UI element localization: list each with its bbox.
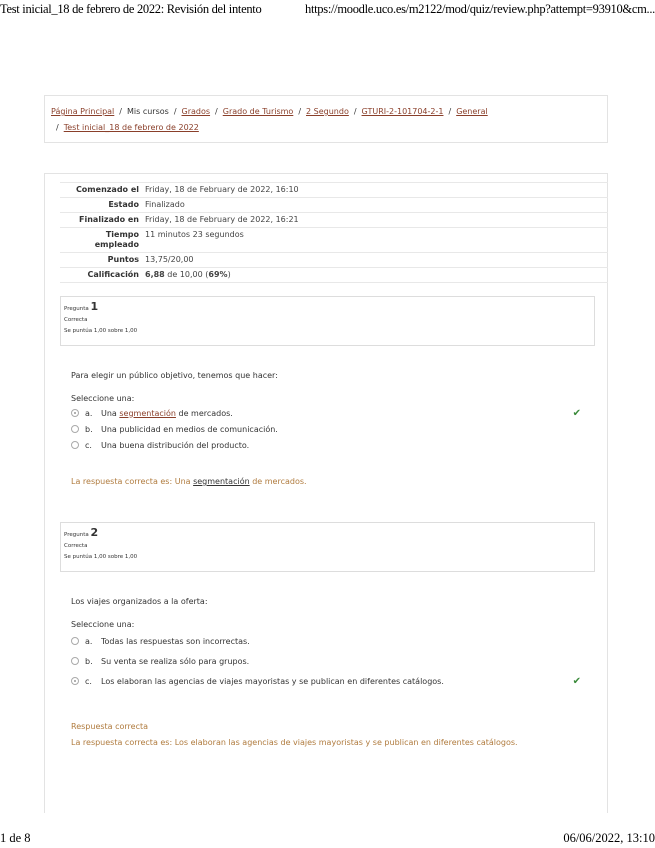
question-info-2 xyxy=(60,522,595,572)
option-a[interactable] xyxy=(71,631,591,651)
option-letter: c. xyxy=(85,440,92,450)
option-letter: a. xyxy=(85,636,93,646)
question-number: 2 xyxy=(90,526,99,539)
radio[interactable] xyxy=(71,657,79,665)
check-icon: ✔ xyxy=(572,407,581,419)
option-text: Los elaboran las agencias de viajes mayoristas y se publican en diferentes catálogos. xyxy=(101,676,444,686)
question-state: Correcta xyxy=(64,317,88,323)
page-url: https://moodle.uco.es/m2122/mod/quiz/review.php?attempt=93910&cm... xyxy=(305,2,655,16)
option-text: Una buena distribución del producto. xyxy=(101,440,250,450)
breadcrumb: Página Principal / Mis cursos / Grados / Grado de Turismo / 2 Segundo / GTURI-2-101704-2-1 / General / Test inicial_18 de febrero de 2022 xyxy=(44,95,608,143)
attempt-summary xyxy=(60,182,608,283)
summary-row xyxy=(60,252,608,267)
radio-selected[interactable] xyxy=(71,409,79,417)
option-text: Todas las respuestas son incorrectas. xyxy=(101,636,250,646)
question-number: 1 xyxy=(90,300,99,313)
grade: 6,88 xyxy=(145,270,165,279)
summary-key: Calificación xyxy=(87,270,139,279)
option-a[interactable] xyxy=(71,405,591,421)
question-prompt: Seleccione una: xyxy=(71,620,135,629)
option-letter: c. xyxy=(85,676,92,686)
print-datetime: 06/06/2022, 13:10 xyxy=(563,831,655,845)
print-footer xyxy=(0,831,655,846)
page-number: 1 de 8 xyxy=(0,831,31,845)
breadcrumb-home[interactable]: Página Principal xyxy=(51,107,115,116)
question-text: Los viajes organizados a la oferta: xyxy=(71,597,208,606)
quiz-review-panel xyxy=(44,173,608,813)
radio[interactable] xyxy=(71,425,79,433)
summary-value: 13,75/20,00 xyxy=(145,255,194,264)
check-icon: ✔ xyxy=(572,675,581,687)
feedback-text: La respuesta correcta es: Una xyxy=(71,477,194,486)
glossary-link[interactable]: segmentación xyxy=(193,477,250,486)
question-mark: Se puntúa 1,00 sobre 1,00 xyxy=(64,328,138,334)
question-content-1 xyxy=(71,371,591,486)
summary-row xyxy=(60,182,608,197)
question-label: Pregunta xyxy=(64,306,89,312)
summary-row xyxy=(60,227,608,252)
question-label: Pregunta xyxy=(64,532,89,538)
option-text: Una xyxy=(101,408,120,418)
feedback-text: La respuesta correcta es: Los elaboran las agencias de viajes mayoristas y se publican en diferentes catálogos. xyxy=(71,738,518,747)
question-text: Para elegir un público objetivo, tenemos que hacer: xyxy=(71,371,278,380)
breadcrumb-segundo[interactable]: 2 Segundo xyxy=(306,107,349,116)
option-c[interactable] xyxy=(71,437,591,453)
breadcrumb-general[interactable]: General xyxy=(456,107,488,116)
breadcrumb-grados[interactable]: Grados xyxy=(181,107,211,116)
breadcrumb-mis-cursos: Mis cursos xyxy=(126,107,169,116)
radio-selected[interactable] xyxy=(71,677,79,685)
summary-value: Friday, 18 de February de 2022, 16:10 xyxy=(145,185,299,194)
question-prompt: Seleccione una: xyxy=(71,394,135,403)
breadcrumb-course[interactable]: GTURI-2-101704-2-1 xyxy=(361,107,444,116)
summary-key: Puntos xyxy=(107,255,139,264)
print-header xyxy=(0,2,655,17)
question-info-1 xyxy=(60,296,595,346)
summary-value xyxy=(145,270,231,280)
breadcrumb-quiz[interactable]: Test inicial_18 de febrero de 2022 xyxy=(63,123,199,132)
question-content-2 xyxy=(71,597,591,751)
option-letter: b. xyxy=(85,424,93,434)
glossary-link[interactable]: segmentación xyxy=(119,408,176,418)
option-text: Su venta se realiza sólo para grupos. xyxy=(101,656,250,666)
summary-row xyxy=(60,197,608,212)
summary-row xyxy=(60,267,608,283)
feedback-status: Respuesta correcta xyxy=(71,722,149,731)
feedback xyxy=(71,719,591,751)
summary-key: Tiempo empleado xyxy=(94,230,139,249)
summary-value: Friday, 18 de February de 2022, 16:21 xyxy=(145,215,299,224)
grade-max: de 10,00 ( xyxy=(164,270,209,279)
option-letter: b. xyxy=(85,656,93,666)
radio[interactable] xyxy=(71,637,79,645)
breadcrumb-grado-turismo[interactable]: Grado de Turismo xyxy=(222,107,294,116)
grade-close: ) xyxy=(227,270,231,279)
option-c[interactable] xyxy=(71,671,591,691)
feedback xyxy=(71,477,591,486)
summary-row xyxy=(60,212,608,227)
summary-value: Finalizado xyxy=(145,200,185,209)
summary-key: Finalizado en xyxy=(79,215,139,224)
page-title: Test inicial_18 de febrero de 2022: Revisión del intento xyxy=(0,2,262,16)
option-text: Una publicidad en medios de comunicación. xyxy=(101,424,278,434)
feedback-text: de mercados. xyxy=(249,477,307,486)
summary-key: Comenzado el xyxy=(75,185,139,194)
summary-key: Estado xyxy=(108,200,139,209)
radio[interactable] xyxy=(71,441,79,449)
option-b[interactable] xyxy=(71,651,591,671)
summary-value: 11 minutos 23 segundos xyxy=(145,230,244,239)
question-state: Correcta xyxy=(64,543,88,549)
grade-percent: 69% xyxy=(208,270,228,279)
option-b[interactable] xyxy=(71,421,591,437)
option-letter: a. xyxy=(85,408,93,418)
option-text: de mercados. xyxy=(175,408,233,418)
question-mark: Se puntúa 1,00 sobre 1,00 xyxy=(64,554,138,560)
